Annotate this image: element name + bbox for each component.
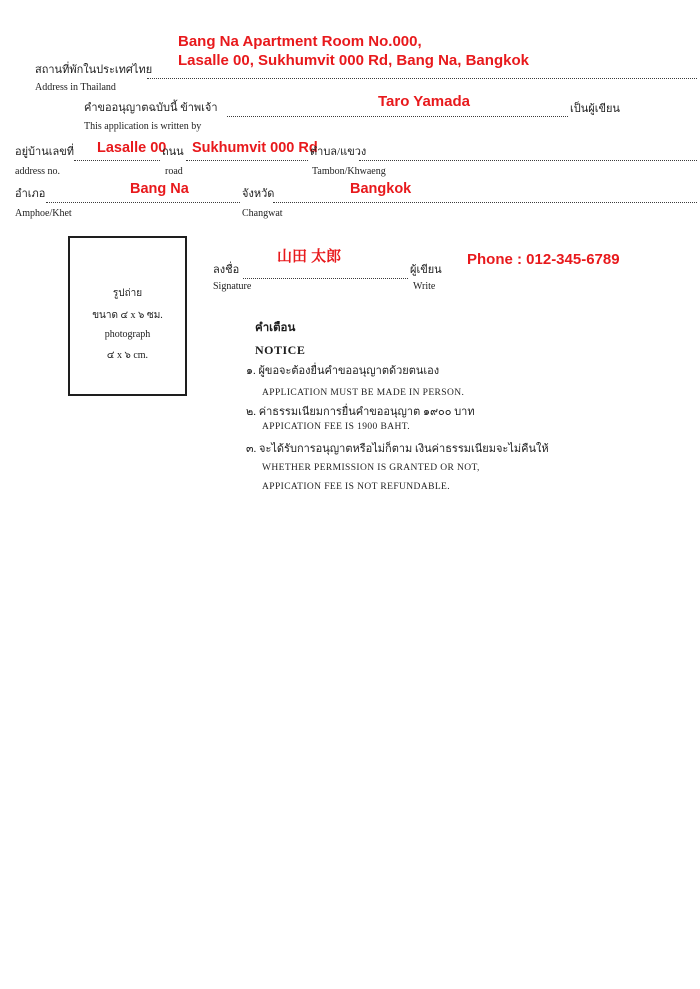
photo-box-size-th: ขนาด ๔ x ๖ ซม. <box>92 310 163 321</box>
entry-changwat: Bangkok <box>350 181 412 197</box>
dotted-line-signature <box>243 278 408 279</box>
entry-address-no: Lasalle 00 <box>97 140 167 156</box>
label-changwat-th: จังหวัด <box>242 188 275 200</box>
dotted-line-amphoe <box>46 202 240 203</box>
label-written-by-en: This application is written by <box>84 121 202 132</box>
entry-road: Sukhumvit 000 Rd <box>192 140 318 156</box>
label-road-th: ถนน <box>162 146 184 158</box>
notice-item-2-en: APPICATION FEE IS 1900 BAHT. <box>262 422 410 432</box>
label-address-no-en: address no. <box>15 166 60 177</box>
dotted-line-road <box>186 160 308 161</box>
label-address-in-thailand-en: Address in Thailand <box>35 82 116 93</box>
label-written-by-suffix-th: เป็นผู้เขียน <box>570 103 620 115</box>
notice-item-2-th: ๒. ค่าธรรมเนียมการยื่นคำขออนุญาต ๑๙๐๐ บาท <box>246 406 475 418</box>
label-signature-en: Signature <box>213 281 252 292</box>
label-writer-th: ผู้เขียน <box>410 264 442 276</box>
entry-phone-number: Phone : 012-345-6789 <box>467 251 620 268</box>
photo-box-label-th: รูปถ่าย <box>112 288 143 299</box>
label-address-in-thailand-th: สถานที่พักในประเทศไทย <box>35 64 153 76</box>
dotted-line-address <box>147 78 697 79</box>
photo-box-label-en: photograph <box>104 329 151 340</box>
label-address-no-th: อยู่บ้านเลขที่ <box>15 146 75 158</box>
dotted-line-address-no <box>74 160 160 161</box>
entry-signature-name: 山田 太郎 <box>277 248 342 265</box>
entry-amphoe: Bang Na <box>130 181 189 197</box>
label-signature-th: ลงชื่อ <box>213 264 240 276</box>
notice-item-3-th: ๓. จะได้รับการอนุญาตหรือไม่ก็ตาม เงินค่าธรรมเนียมจะไม่คืนให้ <box>246 443 549 455</box>
notice-title-th: คำเตือน <box>255 322 296 334</box>
label-amphoe-en: Amphoe/Khet <box>15 208 72 219</box>
entry-address-in-thailand-line1: Bang Na Apartment Room No.000, <box>178 33 422 50</box>
label-changwat-en: Changwat <box>242 208 283 219</box>
photo-box <box>68 236 187 396</box>
dotted-line-changwat <box>273 202 697 203</box>
notice-item-1-en: APPLICATION MUST BE MADE IN PERSON. <box>262 388 465 398</box>
photo-box-size-en: ๔ x ๖ cm. <box>106 350 149 361</box>
notice-item-3-en-line1: WHETHER PERMISSION IS GRANTED OR NOT, <box>262 463 480 473</box>
label-written-by-th: คำขออนุญาตฉบับนี้ ข้าพเจ้า <box>84 102 218 114</box>
entry-writer-name: Taro Yamada <box>378 93 470 110</box>
label-writer-en: Write <box>413 281 436 292</box>
label-amphoe-th: อำเภอ <box>15 188 46 200</box>
notice-item-3-en-line2: APPICATION FEE IS NOT REFUNDABLE. <box>262 482 450 492</box>
notice-item-1-th: ๑. ผู้ขอจะต้องยื่นคำขออนุญาตด้วยตนเอง <box>246 365 440 377</box>
dotted-line-writer-name <box>227 116 568 117</box>
notice-title-en: NOTICE <box>255 343 306 357</box>
entry-address-in-thailand-line2: Lasalle 00, Sukhumvit 000 Rd, Bang Na, Bangkok <box>178 52 529 69</box>
label-tambon-en: Tambon/Khwaeng <box>312 166 386 177</box>
dotted-line-tambon <box>359 160 697 161</box>
label-tambon-th: ตำบล/แขวง <box>310 146 367 158</box>
label-road-en: road <box>165 166 183 177</box>
